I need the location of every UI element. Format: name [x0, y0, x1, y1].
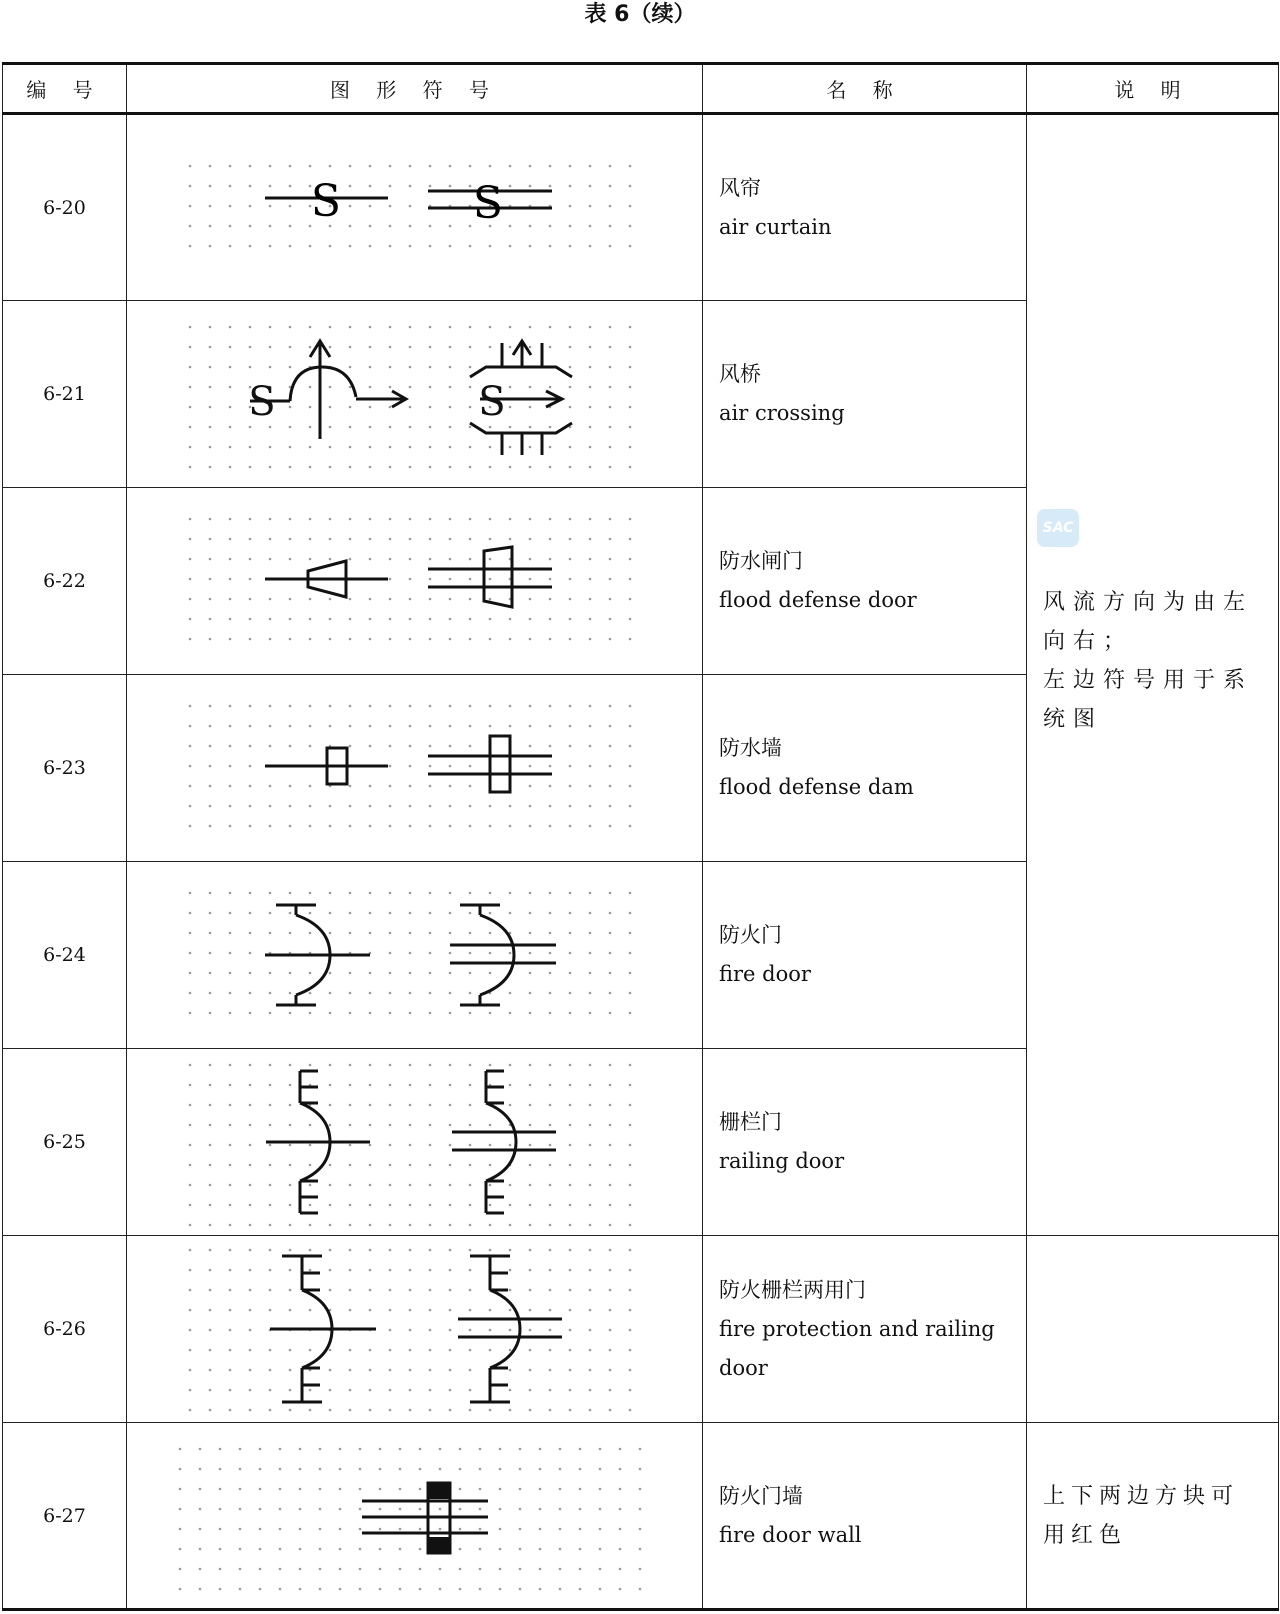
name-cn: 栅栏门 — [719, 1110, 782, 1134]
fire-door-wall-symbol — [170, 1441, 660, 1591]
row-number: 6-25 — [3, 1049, 127, 1236]
note-cell-empty — [1027, 1236, 1279, 1423]
dot-grid — [178, 1447, 641, 1590]
name-cn: 风桥 — [719, 362, 761, 386]
svg-text:S: S — [472, 177, 503, 229]
dot-grid — [188, 892, 631, 1015]
header-number: 编 号 — [3, 64, 127, 114]
svg-text:S: S — [310, 175, 341, 227]
row-number: 6-20 — [3, 114, 127, 301]
name-cn: 防水闸门 — [719, 549, 803, 573]
header-note: 说 明 — [1027, 64, 1279, 114]
note-line-1: 风流方向为由左向右； — [1043, 590, 1254, 654]
name-cn: 风帘 — [719, 175, 761, 200]
dot-grid — [188, 1248, 631, 1411]
fire-door-symbol — [180, 885, 650, 1025]
header-name: 名 称 — [703, 64, 1027, 114]
fire-protection-railing-door-symbol — [180, 1242, 650, 1417]
dot-grid — [188, 164, 631, 247]
symbol-table — [2, 62, 1279, 1611]
table-row — [3, 1236, 1279, 1423]
name-en: railing door — [719, 1149, 845, 1173]
dot-grid — [188, 705, 631, 828]
name-en: air crossing — [719, 401, 845, 425]
dot-grid — [188, 518, 631, 641]
name-en: fire protection and railing door — [719, 1316, 995, 1380]
name-en: air curtain — [719, 214, 832, 239]
header-row — [3, 64, 1279, 114]
name-en: flood defense dam — [719, 775, 914, 799]
name-cn: 防火门 — [719, 923, 782, 947]
table-row — [3, 114, 1279, 301]
table-row — [3, 1423, 1279, 1610]
railing-door-symbol — [180, 1057, 650, 1227]
dot-grid — [188, 1064, 631, 1227]
sac-watermark-icon: SAC — [1037, 509, 1079, 547]
air-crossing-symbol — [180, 319, 650, 469]
name-en: fire door — [719, 962, 811, 986]
name-en: fire door wall — [719, 1522, 862, 1547]
note-cell-6-27: 上下两边方块可用红色 — [1027, 1423, 1279, 1610]
name-cn: 防火栅栏两用门 — [719, 1277, 866, 1302]
row-number: 6-26 — [3, 1236, 127, 1423]
flood-defense-dam-symbol — [180, 698, 650, 838]
row-number: 6-27 — [3, 1423, 127, 1610]
table-caption: 表 6（续） — [584, 2, 696, 27]
name-cn: 防火门墙 — [719, 1483, 803, 1508]
svg-text:S: S — [477, 379, 506, 425]
air-curtain-symbol — [180, 158, 650, 258]
name-en: flood defense door — [719, 588, 917, 612]
flood-defense-door-symbol — [180, 511, 650, 651]
row-number: 6-22 — [3, 488, 127, 675]
svg-text:S: S — [247, 379, 276, 425]
note-line-2: 左边符号用于系统图 — [1043, 668, 1254, 732]
header-symbol: 图 形 符 号 — [127, 64, 703, 114]
name-cn: 防水墙 — [719, 736, 782, 760]
row-number: 6-24 — [3, 862, 127, 1049]
row-number: 6-21 — [3, 301, 127, 488]
row-number: 6-23 — [3, 675, 127, 862]
note-cell — [1027, 114, 1279, 1236]
